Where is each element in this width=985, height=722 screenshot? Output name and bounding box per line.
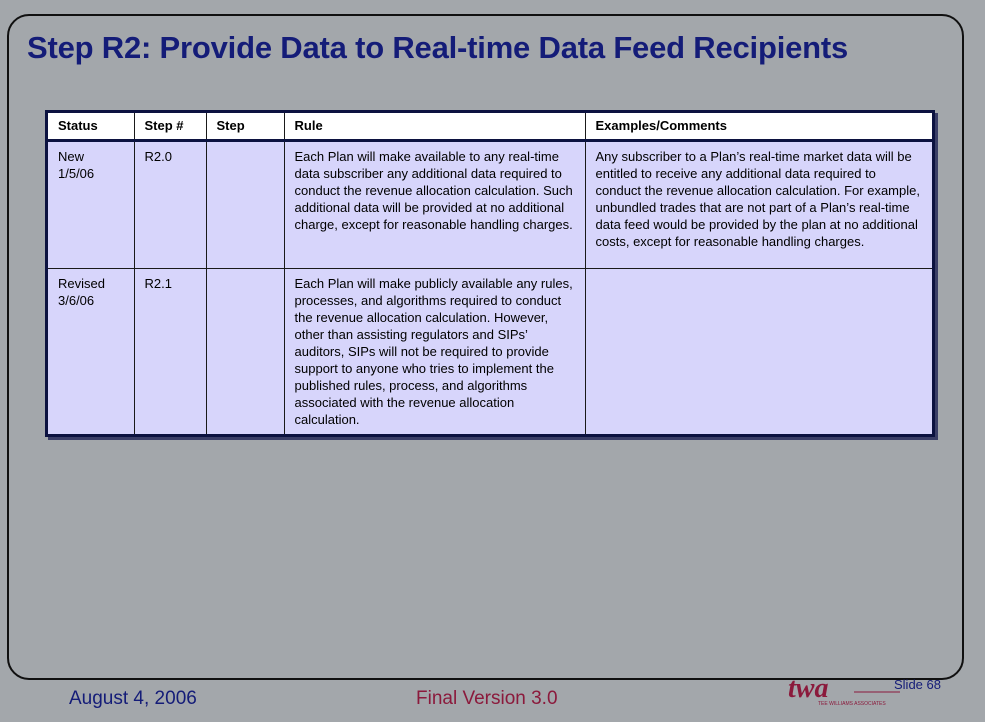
cell-rule: Each Plan will make publicly available any rules, processes, and algorithms required to conduct the revenue allocation calculation. However, other than assisting regulators and SIPs’ auditors, SIPs will not be required to provide support to anyone who tries to implement the published rules, process, and algorithms associated with the revenue allocation calculation. <box>284 269 585 435</box>
company-logo <box>782 672 902 708</box>
footer-date: August 4, 2006 <box>69 688 197 709</box>
header-step: Step <box>206 113 284 141</box>
cell-rule: Each Plan will make available to any real-time data subscriber any additional data required to conduct the revenue allocation calculation. Such additional data will be provided at no additional charge, except for reasonable handling charges. <box>284 141 585 269</box>
rules-table <box>48 113 932 434</box>
cell-comments <box>585 269 932 435</box>
cell-step-number: R2.0 <box>134 141 206 269</box>
table-header-row <box>48 113 932 141</box>
cell-status: New 1/5/06 <box>48 141 134 269</box>
footer-version: Final Version 3.0 <box>416 688 558 709</box>
header-comments: Examples/Comments <box>585 113 932 141</box>
rules-table-container <box>45 110 935 437</box>
cell-step-number: R2.1 <box>134 269 206 435</box>
cell-step <box>206 269 284 435</box>
header-rule: Rule <box>284 113 585 141</box>
logo-text: twa <box>788 673 829 704</box>
table-row <box>48 141 932 269</box>
header-step-number: Step # <box>134 113 206 141</box>
cell-step <box>206 141 284 269</box>
table-row <box>48 269 932 435</box>
header-status: Status <box>48 113 134 141</box>
logo-subtext: TEE WILLIAMS ASSOCIATES <box>818 701 886 707</box>
cell-comments: Any subscriber to a Plan’s real-time market data will be entitled to receive any additional data required to conduct the revenue allocation calculation. For example, unbundled trades that are not part of a Plan’s real-time data feed would be provided by the plan at no additional costs, except for reasonable handling charges. <box>585 141 932 269</box>
cell-status: Revised 3/6/06 <box>48 269 134 435</box>
slide-number: Slide 68 <box>894 677 941 692</box>
slide-title: Step R2: Provide Data to Real-time Data Feed Recipients <box>27 30 849 65</box>
